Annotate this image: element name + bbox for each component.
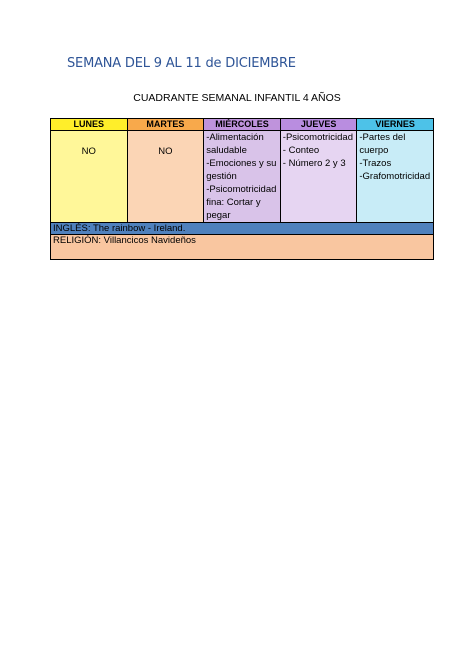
header-miercoles: MIÉRCOLES — [204, 119, 281, 131]
ingles-row — [51, 223, 434, 235]
viernes-line: -Partes del — [359, 132, 406, 143]
cell-martes — [127, 131, 204, 223]
jueves-line: -Psicomotricidad — [282, 132, 353, 143]
miercoles-line: -Emociones y su — [206, 158, 277, 169]
header-martes: MARTES — [127, 119, 204, 131]
viernes-line: cuerpo — [359, 145, 389, 156]
header-viernes: VIERNES — [357, 119, 434, 131]
ingles-cell: INGLÉS: The rainbow - Ireland. — [51, 223, 434, 235]
miercoles-line: pegar — [206, 210, 231, 221]
cell-lunes — [51, 131, 128, 223]
miercoles-line: -Alimentación — [206, 132, 264, 143]
miercoles-line: gestión — [206, 171, 237, 182]
header-lunes: LUNES — [51, 119, 128, 131]
martes-value: NO — [158, 146, 173, 157]
weekly-schedule-table — [50, 118, 434, 260]
document-title: CUADRANTE SEMANAL INFANTIL 4 AÑOS — [133, 92, 341, 104]
lunes-value: NO — [81, 146, 96, 157]
jueves-line: - Conteo — [282, 145, 320, 156]
cell-viernes — [357, 131, 434, 223]
viernes-line: -Grafomotricidad — [359, 171, 431, 182]
religion-row — [51, 235, 434, 260]
cell-miercoles — [204, 131, 281, 223]
miercoles-line: saludable — [206, 145, 247, 156]
miercoles-line: -Psicomotricidad — [206, 184, 277, 195]
table-content-row — [51, 131, 434, 223]
miercoles-line: fina: Cortar y — [206, 197, 261, 208]
cell-jueves — [280, 131, 357, 223]
table-header-row — [51, 119, 434, 131]
week-title: SEMANA DEL 9 AL 11 de DICIEMBRE — [67, 56, 296, 71]
jueves-line: - Número 2 y 3 — [282, 158, 346, 169]
viernes-line: -Trazos — [359, 158, 392, 169]
religion-cell: RELIGIÓN: Villancicos Navideños — [51, 235, 434, 260]
header-jueves: JUEVES — [280, 119, 357, 131]
